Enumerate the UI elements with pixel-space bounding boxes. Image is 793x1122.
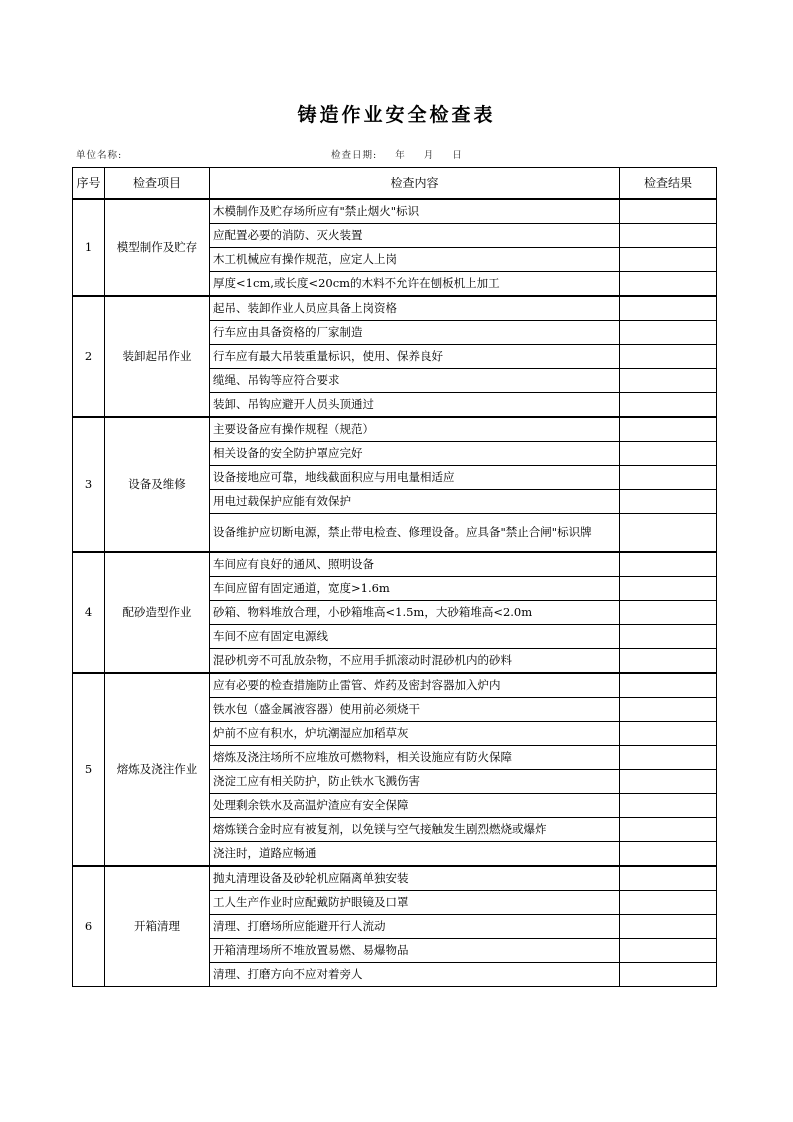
inspection-result-cell[interactable]	[620, 698, 717, 722]
inspection-content: 起吊、装卸作业人员应具备上岗资格	[210, 296, 620, 321]
inspection-item: 熔炼及浇注作业	[105, 673, 210, 866]
table-row	[73, 417, 717, 442]
inspection-content: 清理、打磨方向不应对着旁人	[210, 963, 620, 987]
inspection-table	[72, 167, 717, 987]
inspection-result-cell[interactable]	[620, 490, 717, 514]
inspection-result-cell[interactable]	[620, 552, 717, 577]
inspection-content: 行车应由具备资格的厂家制造	[210, 321, 620, 345]
inspection-result-cell[interactable]	[620, 248, 717, 272]
inspection-result-cell[interactable]	[620, 514, 717, 553]
inspection-result-cell[interactable]	[620, 963, 717, 987]
inspection-result-cell[interactable]	[620, 625, 717, 649]
inspection-content: 熔炼镁合金时应有被复剂，以免镁与空气接触发生剧烈燃烧或爆炸	[210, 818, 620, 842]
inspection-date	[331, 147, 463, 161]
section-number: 6	[73, 866, 105, 987]
inspection-content: 混砂机旁不可乱放杂物，不应用手抓滚动时混砂机内的砂料	[210, 649, 620, 674]
inspection-content: 砂箱、物料堆放合理，小砂箱堆高<1.5m，大砂箱堆高<2.0m	[210, 601, 620, 625]
inspection-result-cell[interactable]	[620, 601, 717, 625]
date-day: 日	[452, 150, 463, 161]
inspection-result-cell[interactable]	[620, 369, 717, 393]
table-row	[73, 866, 717, 891]
inspection-content: 工人生产作业时应配戴防护眼镜及口罩	[210, 891, 620, 915]
inspection-content: 装卸、吊钩应避开人员头顶通过	[210, 393, 620, 418]
inspection-result-cell[interactable]	[620, 272, 717, 297]
inspection-result-cell[interactable]	[620, 939, 717, 963]
inspection-result-cell[interactable]	[620, 417, 717, 442]
table-row	[73, 673, 717, 698]
inspection-result-cell[interactable]	[620, 649, 717, 674]
inspection-content: 车间不应有固定电源线	[210, 625, 620, 649]
inspection-content: 设备维护应切断电源，禁止带电检查、修理设备。应具备"禁止合闸"标识牌	[210, 514, 620, 553]
inspection-item: 模型制作及贮存	[105, 199, 210, 296]
header-no: 序号	[73, 168, 105, 200]
inspection-content: 开箱清理场所不堆放置易燃、易爆物品	[210, 939, 620, 963]
inspection-result-cell[interactable]	[620, 770, 717, 794]
inspection-result-cell[interactable]	[620, 224, 717, 248]
header-item: 检查项目	[105, 168, 210, 200]
inspection-item: 设备及维修	[105, 417, 210, 552]
inspection-result-cell[interactable]	[620, 842, 717, 867]
inspection-content: 熔炼及浇注场所不应堆放可燃物料，相关设施应有防火保障	[210, 746, 620, 770]
section-number: 4	[73, 552, 105, 673]
unit-name-label: 单位名称:	[76, 150, 123, 161]
inspection-content: 清理、打磨场所应能避开行人流动	[210, 915, 620, 939]
inspection-result-cell[interactable]	[620, 722, 717, 746]
inspection-result-cell[interactable]	[620, 673, 717, 698]
inspection-result-cell[interactable]	[620, 891, 717, 915]
inspection-content: 行车应有最大吊装重量标识，使用、保养良好	[210, 345, 620, 369]
table-header-row	[73, 168, 717, 200]
inspection-content: 相关设备的安全防护罩应完好	[210, 442, 620, 466]
section-number: 3	[73, 417, 105, 552]
inspection-content: 铁水包（盛金属液容器）使用前必须烧干	[210, 698, 620, 722]
section-number: 1	[73, 199, 105, 296]
inspection-result-cell[interactable]	[620, 393, 717, 418]
inspection-content: 设备接地应可靠，地线截面积应与用电量相适应	[210, 466, 620, 490]
date-year: 年	[395, 150, 406, 161]
inspection-result-cell[interactable]	[620, 345, 717, 369]
inspection-result-cell[interactable]	[620, 296, 717, 321]
inspection-content: 浇注时，道路应畅通	[210, 842, 620, 867]
inspection-item: 开箱清理	[105, 866, 210, 987]
table-row	[73, 296, 717, 321]
inspection-result-cell[interactable]	[620, 794, 717, 818]
inspection-content: 缆绳、吊钩等应符合要求	[210, 369, 620, 393]
inspection-result-cell[interactable]	[620, 866, 717, 891]
table-row	[73, 552, 717, 577]
inspection-content: 木模制作及贮存场所应有"禁止烟火"标识	[210, 199, 620, 224]
inspection-item: 装卸起吊作业	[105, 296, 210, 417]
page-title: 铸造作业安全检查表	[297, 104, 496, 126]
inspection-content: 车间应留有固定通道，宽度>1.6m	[210, 577, 620, 601]
inspection-item: 配砂造型作业	[105, 552, 210, 673]
header-content: 检查内容	[210, 168, 620, 200]
inspection-result-cell[interactable]	[620, 818, 717, 842]
inspection-content: 车间应有良好的通风、照明设备	[210, 552, 620, 577]
date-month: 月	[423, 150, 435, 161]
inspection-content: 厚度<1cm,或长度<20cm的木料不允许在刨板机上加工	[210, 272, 620, 297]
inspection-result-cell[interactable]	[620, 746, 717, 770]
inspection-result-cell[interactable]	[620, 321, 717, 345]
date-label: 检查日期:	[331, 150, 378, 161]
inspection-result-cell[interactable]	[620, 199, 717, 224]
inspection-content: 用电过载保护应能有效保护	[210, 490, 620, 514]
section-number: 2	[73, 296, 105, 417]
inspection-content: 应有必要的检查措施防止雷管、炸药及密封容器加入炉内	[210, 673, 620, 698]
inspection-content: 主要设备应有操作规程（规范）	[210, 417, 620, 442]
inspection-content: 炉前不应有积水，炉坑潮湿应加稻草灰	[210, 722, 620, 746]
inspection-content: 木工机械应有操作规范，应定人上岗	[210, 248, 620, 272]
inspection-result-cell[interactable]	[620, 442, 717, 466]
table-row	[73, 199, 717, 224]
inspection-content: 应配置必要的消防、灭火装置	[210, 224, 620, 248]
inspection-result-cell[interactable]	[620, 915, 717, 939]
section-number: 5	[73, 673, 105, 866]
table-body	[73, 199, 717, 987]
inspection-result-cell[interactable]	[620, 577, 717, 601]
inspection-result-cell[interactable]	[620, 466, 717, 490]
inspection-content: 浇淀工应有相关防护，防止铁水飞溅伤害	[210, 770, 620, 794]
inspection-content: 抛丸清理设备及砂轮机应隔离单独安装	[210, 866, 620, 891]
inspection-content: 处理剩余铁水及高温炉渣应有安全保障	[210, 794, 620, 818]
header-result: 检查结果	[620, 168, 717, 200]
